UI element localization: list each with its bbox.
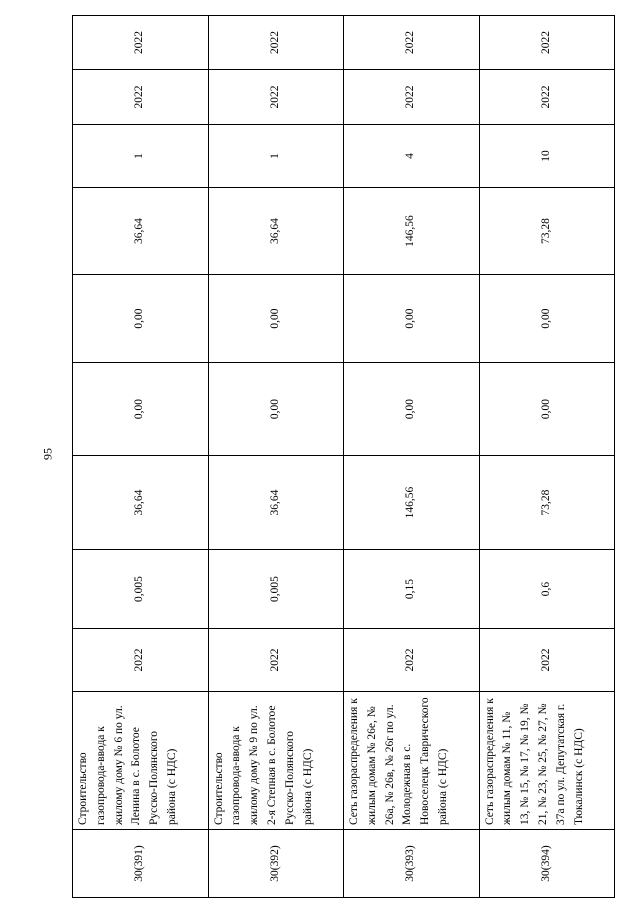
project-name: Строительство газопровода-ввода к жилому дому № 6 по ул. Ленина в с. Болотое Русско-Полянского района (с НДС) (73, 692, 209, 830)
year-end: 2022 (208, 16, 344, 70)
capacity-value: 0,6 (479, 550, 615, 629)
year-start: 2022 (208, 70, 344, 125)
value-2: 0,00 (344, 275, 480, 363)
total-cost: 36,64 (208, 456, 344, 550)
year-end: 2022 (479, 16, 615, 70)
count-value: 1 (208, 125, 344, 188)
commission-year: 2022 (344, 629, 480, 692)
year-end: 2022 (73, 16, 209, 70)
row-id: 30(391) (73, 830, 209, 898)
capacity-value: 0,005 (208, 550, 344, 629)
table-container (72, 30, 614, 898)
investment-table (72, 15, 615, 898)
total-cost: 146,56 (344, 456, 480, 550)
table-row (208, 16, 344, 898)
table-row (73, 16, 209, 898)
count-value: 1 (73, 125, 209, 188)
commission-year: 2022 (73, 629, 209, 692)
count-value: 10 (479, 125, 615, 188)
table-row (479, 16, 615, 898)
rotated-table-frame (72, 30, 614, 898)
project-name: Сеть газораспределения к жилым домам № 26е, № 26а, № 26в, № 26г по ул. Молодежная в с. Новоселецк Таврического района (с НДС) (344, 692, 480, 830)
row-id: 30(394) (479, 830, 615, 898)
value-2: 0,00 (479, 275, 615, 363)
page-number: 95 (40, 448, 55, 460)
capacity-value: 0,005 (73, 550, 209, 629)
value-1: 0,00 (344, 363, 480, 456)
capacity-value: 0,15 (344, 550, 480, 629)
value-2: 0,00 (73, 275, 209, 363)
year-start: 2022 (73, 70, 209, 125)
cost-remaining: 146,56 (344, 188, 480, 275)
row-id: 30(392) (208, 830, 344, 898)
cost-remaining: 36,64 (208, 188, 344, 275)
table-row (344, 16, 480, 898)
value-1: 0,00 (208, 363, 344, 456)
commission-year: 2022 (208, 629, 344, 692)
year-end: 2022 (344, 16, 480, 70)
cost-remaining: 36,64 (73, 188, 209, 275)
value-1: 0,00 (479, 363, 615, 456)
cost-remaining: 73,28 (479, 188, 615, 275)
project-name: Сеть газораспределения к жилым домам № 11, № 13, № 15, № 17, № 19, № 21, № 23, № 25, № 27, № 37а по ул. Депутатская г. Тюкалинск (с НДС) (479, 692, 615, 830)
count-value: 4 (344, 125, 480, 188)
commission-year: 2022 (479, 629, 615, 692)
year-start: 2022 (344, 70, 480, 125)
total-cost: 36,64 (73, 456, 209, 550)
value-1: 0,00 (73, 363, 209, 456)
total-cost: 73,28 (479, 456, 615, 550)
value-2: 0,00 (208, 275, 344, 363)
year-start: 2022 (479, 70, 615, 125)
project-name: Строительство газопровода-ввода к жилому дому № 9 по ул. 2-я Степная в с. Болотое Русско-Полянского района (с НДС) (208, 692, 344, 830)
row-id: 30(393) (344, 830, 480, 898)
